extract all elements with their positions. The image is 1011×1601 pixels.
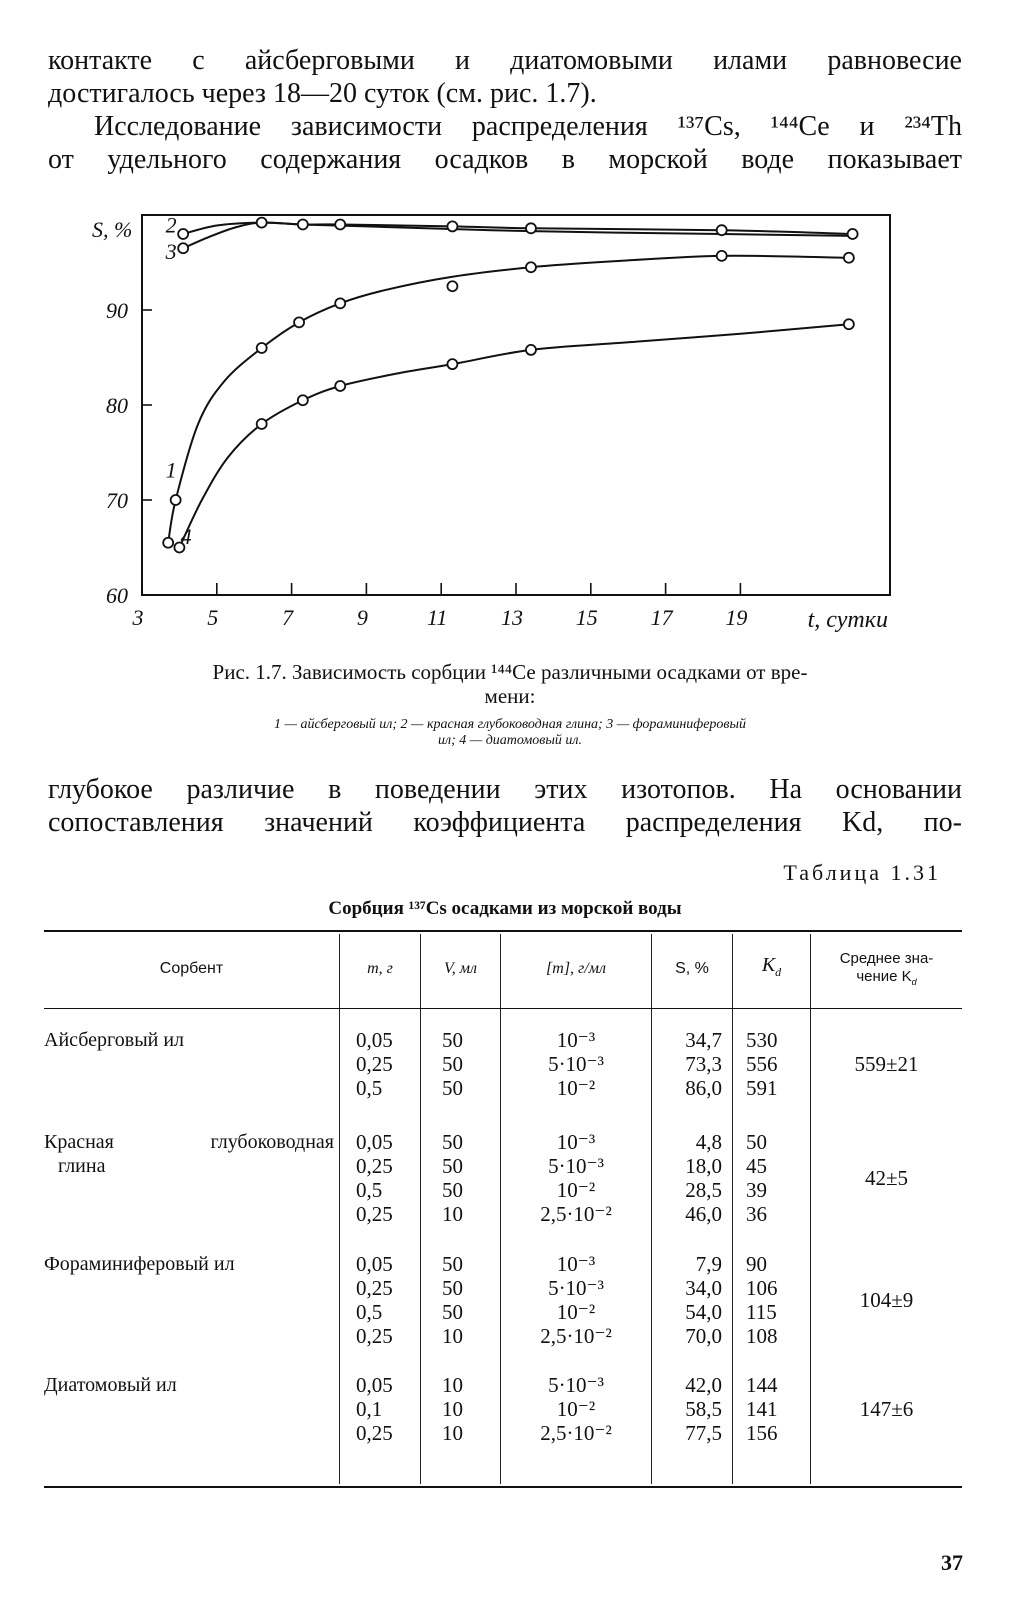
table-cell-s: 58,5 bbox=[685, 1397, 722, 1421]
x-tick-label: 3 bbox=[132, 605, 144, 630]
sorbent-name: Айсберговый ил bbox=[44, 1029, 185, 1051]
table-cell-kd: 45 bbox=[746, 1154, 767, 1178]
table-cell-v: 10 bbox=[442, 1397, 463, 1421]
header-kd-symbol: K bbox=[761, 954, 776, 976]
paragraph-line: глубокое различие в поведении этих изотопов. На основании bbox=[48, 774, 962, 805]
table-cell-kd: 591 bbox=[746, 1076, 778, 1100]
header-kd bbox=[733, 954, 810, 980]
table-cell-kd: 106 bbox=[746, 1276, 778, 1300]
table-cell-m: 0,5 bbox=[356, 1178, 383, 1202]
table-cell-kd: 39 bbox=[746, 1178, 767, 1202]
table-cell-s: 73,3 bbox=[685, 1052, 722, 1076]
table-cell-ratio: 2,5·10⁻² bbox=[540, 1421, 612, 1445]
table-cell-s: 4,8 bbox=[695, 1130, 722, 1154]
table-top-rule bbox=[44, 930, 962, 932]
series-line-1 bbox=[165, 256, 849, 543]
table-cell-ratio: 5·10⁻³ bbox=[548, 1154, 604, 1178]
table-cell-ratio: 2,5·10⁻² bbox=[540, 1324, 612, 1348]
plot-frame bbox=[142, 215, 890, 595]
data-point-series-4 bbox=[298, 395, 308, 405]
table-cell-s: 34,7 bbox=[685, 1028, 722, 1052]
table-cell-ratio: 10⁻² bbox=[556, 1397, 596, 1421]
legend-line: ил; 4 — диатомовый ил. bbox=[438, 733, 582, 748]
curve-label: 3 bbox=[165, 239, 177, 264]
figure-caption bbox=[110, 660, 910, 708]
table-cell-kd: 108 bbox=[746, 1324, 778, 1348]
header-average-line: Среднее зна- bbox=[839, 950, 934, 967]
data-point-series-4 bbox=[844, 319, 854, 329]
table-cell-kd: 156 bbox=[746, 1421, 778, 1445]
data-point-series-2 bbox=[335, 220, 345, 230]
table-cell-s: 7,9 bbox=[695, 1252, 722, 1276]
header-average-text: чение K bbox=[856, 968, 912, 985]
table-cell-m: 0,1 bbox=[356, 1397, 383, 1421]
table-cell-m: 0,25 bbox=[356, 1154, 393, 1178]
data-point-series-2 bbox=[447, 221, 457, 231]
data-point-series-1 bbox=[294, 317, 304, 327]
table-cell-m: 0,05 bbox=[356, 1252, 393, 1276]
table-cell-m: 0,25 bbox=[356, 1421, 393, 1445]
table-cell-average: 104±9 bbox=[859, 1288, 914, 1312]
table-cell-kd: 115 bbox=[746, 1300, 777, 1324]
table-cell-kd: 36 bbox=[746, 1202, 767, 1226]
table-cell-s: 28,5 bbox=[685, 1178, 722, 1202]
sorption-chart bbox=[92, 205, 900, 645]
table-cell-v: 10 bbox=[442, 1421, 463, 1445]
data-point-series-4 bbox=[526, 345, 536, 355]
table-cell-kd: 530 bbox=[746, 1028, 778, 1052]
table-cell-v: 50 bbox=[442, 1276, 463, 1300]
table-cell-kd: 141 bbox=[746, 1397, 778, 1421]
x-tick-label: 11 bbox=[427, 605, 448, 630]
table-cell-v: 50 bbox=[442, 1076, 463, 1100]
table-cell-v: 50 bbox=[442, 1300, 463, 1324]
header-kd-subscript: d bbox=[775, 965, 782, 979]
data-point-series-4 bbox=[257, 419, 267, 429]
data-point-series-2 bbox=[298, 220, 308, 230]
table-number: Таблица 1.31 bbox=[783, 860, 941, 885]
table-cell-m: 0,05 bbox=[356, 1028, 393, 1052]
table-cell-ratio: 10⁻² bbox=[556, 1178, 596, 1202]
table-cell-s: 70,0 bbox=[685, 1324, 722, 1348]
x-axis-label: t, сутки bbox=[807, 607, 888, 633]
header-average-line bbox=[811, 968, 962, 991]
x-tick-label: 13 bbox=[501, 605, 523, 630]
header-volume: V, мл bbox=[444, 960, 477, 977]
table-cell-s: 77,5 bbox=[685, 1421, 722, 1445]
table-cell-ratio: 5·10⁻³ bbox=[548, 1373, 604, 1397]
x-tick-label: 9 bbox=[356, 605, 368, 630]
table-cell-s: 86,0 bbox=[685, 1076, 722, 1100]
header-sorbent: Сорбент bbox=[159, 960, 224, 977]
table-title: Сорбция ¹³⁷Cs осадками из морской воды bbox=[328, 898, 682, 919]
paragraph-line: контакте с айсберговыми и диатомовыми илами равновесие bbox=[48, 45, 962, 76]
series-line-4 bbox=[179, 324, 848, 547]
table-cell-ratio: 2,5·10⁻² bbox=[540, 1202, 612, 1226]
header-ratio: [m], г/мл bbox=[546, 960, 606, 977]
data-point-series-2 bbox=[178, 229, 188, 239]
y-axis-label: S, % bbox=[92, 217, 133, 242]
sorbent-name: Диатомовый ил bbox=[44, 1374, 177, 1396]
data-point-series-2 bbox=[526, 223, 536, 233]
column-divider bbox=[339, 934, 340, 1484]
header-average-subscript: d bbox=[911, 977, 917, 987]
table-cell-v: 50 bbox=[442, 1178, 463, 1202]
y-tick-label: 60 bbox=[106, 583, 128, 608]
table-cell-ratio: 10⁻³ bbox=[556, 1028, 596, 1052]
table-cell-m: 0,25 bbox=[356, 1202, 393, 1226]
data-point-series-2 bbox=[848, 229, 858, 239]
table-cell-v: 50 bbox=[442, 1130, 463, 1154]
y-tick-label: 90 bbox=[106, 298, 128, 323]
table-cell-s: 54,0 bbox=[685, 1300, 722, 1324]
caption-line: мени: bbox=[484, 684, 536, 708]
table-cell-v: 50 bbox=[442, 1252, 463, 1276]
table-cell-kd: 90 bbox=[746, 1252, 767, 1276]
table-cell-v: 10 bbox=[442, 1324, 463, 1348]
table-cell-v: 10 bbox=[442, 1202, 463, 1226]
column-divider bbox=[732, 934, 733, 1484]
table-cell-s: 34,0 bbox=[685, 1276, 722, 1300]
x-tick-label: 19 bbox=[725, 605, 748, 630]
data-point-series-1 bbox=[171, 495, 181, 505]
table-cell-s: 18,0 bbox=[685, 1154, 722, 1178]
paragraph-line: сопоставления значений коэффициента распределения Kd, по- bbox=[48, 807, 962, 838]
header-mass: m, г bbox=[367, 960, 393, 977]
caption-line: Рис. 1.7. Зависимость сорбции ¹⁴⁴Се различными осадками от вре- bbox=[212, 660, 808, 684]
data-point-series-1 bbox=[526, 262, 536, 272]
table-cell-s: 46,0 bbox=[685, 1202, 722, 1226]
table-cell-ratio: 5·10⁻³ bbox=[548, 1276, 604, 1300]
paragraph-line: от удельного содержания осадков в морской воде показывает bbox=[48, 144, 962, 175]
curve-label: 1 bbox=[165, 457, 177, 483]
data-point-series-4 bbox=[335, 381, 345, 391]
y-tick-label: 70 bbox=[106, 488, 128, 513]
table-cell-average: 42±5 bbox=[864, 1166, 909, 1190]
table-cell-kd: 556 bbox=[746, 1052, 778, 1076]
table-cell-m: 0,25 bbox=[356, 1052, 393, 1076]
data-point-series-4 bbox=[447, 359, 457, 369]
table-cell-ratio: 10⁻² bbox=[556, 1076, 596, 1100]
figure-legend bbox=[110, 717, 910, 749]
x-tick-label: 17 bbox=[650, 605, 673, 630]
table-cell-ratio: 10⁻³ bbox=[556, 1130, 596, 1154]
table-cell-ratio: 10⁻³ bbox=[556, 1252, 596, 1276]
data-point-series-1 bbox=[335, 298, 345, 308]
table-cell-kd: 144 bbox=[746, 1373, 778, 1397]
x-tick-label: 7 bbox=[282, 605, 294, 630]
data-point-series-1 bbox=[257, 343, 267, 353]
data-point-series-1 bbox=[163, 538, 173, 548]
curve-label: 4 bbox=[180, 524, 192, 549]
paragraph-line: достигалось через 18—20 суток (см. рис. 1.7). bbox=[48, 78, 597, 109]
data-point-series-1 bbox=[447, 281, 457, 291]
table-cell-average: 147±6 bbox=[859, 1397, 914, 1421]
table-header-rule bbox=[44, 1008, 962, 1009]
table-cell-m: 0,05 bbox=[356, 1130, 393, 1154]
legend-line: 1 — айсберговый ил; 2 — красная глубоководная глина; 3 — фораминиферовый bbox=[274, 717, 746, 732]
table-cell-v: 50 bbox=[442, 1052, 463, 1076]
series-line-3 bbox=[183, 223, 852, 249]
sorbent-name: Фораминиферовый ил bbox=[44, 1253, 235, 1275]
table-cell-s: 42,0 bbox=[685, 1373, 722, 1397]
y-tick-label: 80 bbox=[106, 393, 128, 418]
paragraph-line: Исследование зависимости распределения ¹³⁷Cs, ¹⁴⁴Ce и ²³⁴Th bbox=[94, 111, 962, 142]
sorbent-name: глина bbox=[58, 1155, 106, 1177]
table-cell-m: 0,25 bbox=[356, 1276, 393, 1300]
table-cell-v: 50 bbox=[442, 1154, 463, 1178]
table-bottom-rule bbox=[44, 1486, 962, 1488]
table-cell-ratio: 5·10⁻³ bbox=[548, 1052, 604, 1076]
table-cell-ratio: 10⁻² bbox=[556, 1300, 596, 1324]
table-cell-v: 10 bbox=[442, 1373, 463, 1397]
table-cell-average: 559±21 bbox=[854, 1052, 919, 1076]
data-point-series-1 bbox=[844, 253, 854, 263]
x-tick-label: 15 bbox=[575, 605, 598, 630]
table-cell-m: 0,5 bbox=[356, 1076, 383, 1100]
table-cell-m: 0,5 bbox=[356, 1300, 383, 1324]
x-tick-label: 5 bbox=[207, 605, 219, 630]
data-point-series-2 bbox=[257, 218, 267, 228]
header-sorption: S, % bbox=[675, 960, 709, 977]
data-point-series-2 bbox=[717, 225, 727, 235]
data-point-series-1 bbox=[717, 251, 727, 261]
table-cell-v: 50 bbox=[442, 1028, 463, 1052]
header-average bbox=[811, 950, 962, 991]
table-cell-m: 0,05 bbox=[356, 1373, 393, 1397]
sorbent-name: Красная глубоководная bbox=[44, 1131, 334, 1153]
table-cell-kd: 50 bbox=[746, 1130, 767, 1154]
curve-label: 2 bbox=[165, 212, 177, 238]
table-cell-m: 0,25 bbox=[356, 1324, 393, 1348]
data-point-series-3 bbox=[178, 243, 188, 253]
page-number: 37 bbox=[941, 1550, 963, 1575]
